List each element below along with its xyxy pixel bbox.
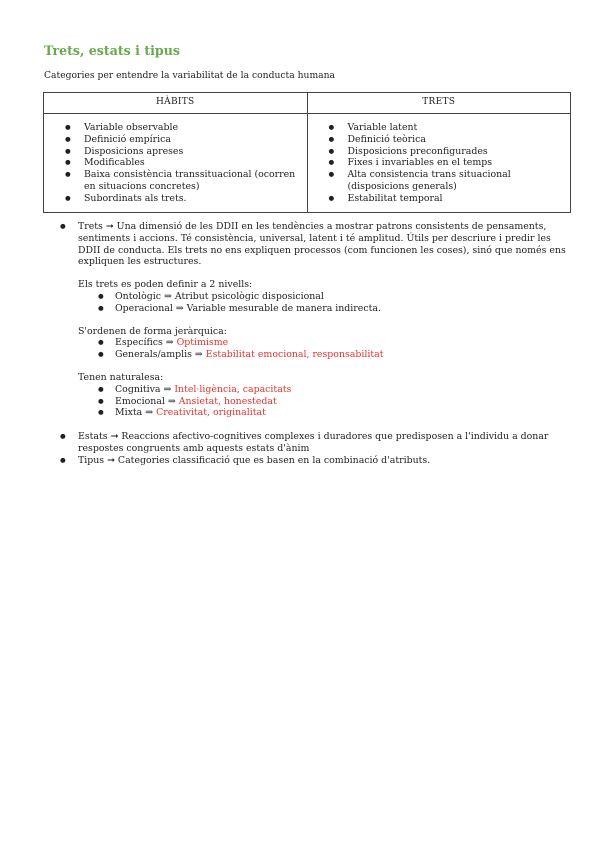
nature-example: Intel·ligència, capacitats xyxy=(174,383,292,395)
nature-label: Emocional ⇒ xyxy=(115,395,179,407)
table-header-trets: TRETS xyxy=(307,93,571,114)
level-value: Variable mesurable de manera indirecta. xyxy=(186,302,381,314)
level-label: Operacional ⇒ xyxy=(115,302,187,314)
nature-intro: Tenen naturalesa: xyxy=(78,371,164,383)
table-cell-trets xyxy=(307,114,571,213)
estats-definition: ● Estats ➞ Reaccions afectivo-cognitives complexes i duradores que predisposen a l'individu a donar respostes congruents amb aquests estats d'ànim xyxy=(60,431,572,455)
habits-item: ● Definició empírica xyxy=(50,134,301,146)
main-bullet-list xyxy=(60,221,572,467)
hierarchy-label: Específics ⇒ xyxy=(115,337,177,349)
nature-item xyxy=(78,396,572,408)
level-item xyxy=(78,303,572,315)
habits-item: ● Subordinats als trets. xyxy=(50,193,301,205)
table-cell-habits xyxy=(44,114,308,213)
nature-label: Cognitiva ⇒ xyxy=(115,383,175,395)
trets-definition xyxy=(60,221,572,419)
habits-vs-traits-table xyxy=(43,92,571,213)
trets-item: ● Estabilitat temporal xyxy=(314,193,565,205)
trets-item: ● Disposicions preconfigurades xyxy=(314,146,565,158)
page-subtitle: Categories per entendre la variabilitat de la conducta humana xyxy=(44,70,336,81)
trets-definition-text: ● Trets ➞ Una dimensió de les DDII en les tendències a mostrar patrons consistents de pensaments, sentiments i accions. Té consistència, universal, latent i té amplitud. Útils per descriure i predir les DDII de conducta. Els trets no ens expliquen processos (com funcionen les coses), sinó que només ens expliquen les estructures. xyxy=(78,221,566,268)
trets-item: ● Alta consistencia trans situacional (disposicions generals) xyxy=(314,169,565,193)
hierarchy-list xyxy=(78,337,572,361)
hierarchy-example: Optimisme xyxy=(176,337,229,349)
nature-example: Creativitat, originalitat xyxy=(156,407,266,419)
trets-item: ● Definició teòrica xyxy=(314,134,565,146)
table-header-habits: HÀBITS xyxy=(44,93,308,114)
habits-item: ● Baixa consistència transsituacional (ocorren en situacions concretes) xyxy=(50,169,301,193)
levels-list xyxy=(78,291,572,315)
hierarchy-item xyxy=(78,337,572,349)
nature-example: Ansietat, honestedat xyxy=(178,395,277,407)
nature-item xyxy=(78,407,572,419)
hierarchy-intro: S'ordenen de forma jeràrquica: xyxy=(78,325,227,337)
page-title: Trets, estats i tipus xyxy=(44,43,180,58)
level-item xyxy=(78,291,572,303)
habits-item: ● Variable observable xyxy=(50,122,301,134)
hierarchy-item xyxy=(78,349,572,361)
habits-item: ● Modificables xyxy=(50,157,301,169)
level-label: Ontològic ⇒ xyxy=(115,290,175,302)
nature-list xyxy=(78,384,572,419)
levels-intro: Els trets es poden definir a 2 nivells: xyxy=(78,279,253,291)
hierarchy-label: Generals/amplis ⇒ xyxy=(115,349,206,361)
trets-item: ● Variable latent xyxy=(314,122,565,134)
tipus-definition: ● Tipus ➞ Categories classificació que es basen en la combinació d'atributs. xyxy=(60,455,572,467)
nature-item xyxy=(78,384,572,396)
level-value: Atribut psicològic disposicional xyxy=(174,290,324,302)
hierarchy-example: Estabilitat emocional, responsabilitat xyxy=(205,349,384,361)
trets-item: ● Fixes i invariables en el temps xyxy=(314,157,565,169)
habits-item: ● Disposicions apreses xyxy=(50,146,301,158)
nature-label: Mixta ⇒ xyxy=(115,407,157,419)
